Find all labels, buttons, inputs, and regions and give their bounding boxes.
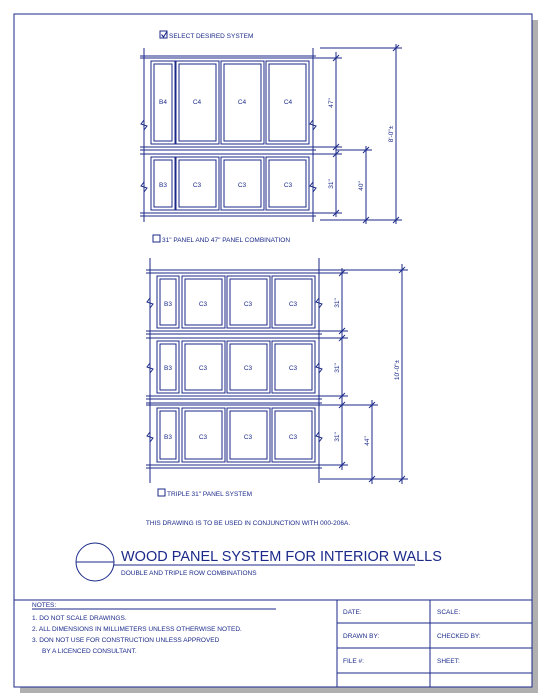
panel-label: C3 [283,182,293,189]
dimension-label: 31" [334,432,341,442]
notes-heading: NOTES: [32,602,57,609]
panel-label: C3 [192,182,202,189]
panel-label: C3 [243,301,253,308]
panel-label: C4 [192,99,202,106]
conjunction-note: THIS DRAWING IS TO BE USED IN CONJUNCTION WITH 000-206A. [145,520,351,527]
drawing-title: WOOD PANEL SYSTEM FOR INTERIOR WALLS [121,549,442,565]
dimension-label: 8'-0"± [388,125,395,143]
file-number-field: FILE #: [343,658,364,665]
note-item: 3. DON NOT USE FOR CONSTRUCTION UNLESS APPROVED [32,637,220,644]
drawing-subtitle: DOUBLE AND TRIPLE ROW COMBINATIONS [121,570,257,577]
panel-label: C3 [243,365,253,372]
panel-label: C3 [237,182,247,189]
panel-label: B4 [159,99,167,106]
panel-label: C4 [237,99,247,106]
dimension-label: 44" [364,436,371,446]
panel-label: B3 [164,434,172,441]
dimension-label: 10'-0"± [394,359,401,381]
option-label: TRIPLE 31" PANEL SYSTEM [167,491,253,498]
panel-label: B3 [164,301,172,308]
scale-field: SCALE: [437,609,461,616]
checked-by-field: CHECKED BY: [437,633,481,640]
dimension-label: 31" [334,298,341,308]
note-item: 1. DO NOT SCALE DRAWINGS. [32,615,127,622]
option-label: 31" PANEL AND 47" PANEL COMBINATION [162,237,291,244]
sheet-border [14,14,532,687]
panel-label: B3 [159,182,167,189]
panel-label: C3 [288,365,298,372]
panel-label: C3 [243,434,253,441]
panel-label: C3 [288,434,298,441]
panel-label: B3 [164,365,172,372]
panel-label: C3 [198,301,208,308]
panel-label: C4 [283,99,293,106]
select-label: SELECT DESIRED SYSTEM [169,33,254,40]
note-item: 2. ALL DIMENSIONS IN MILLIMETERS UNLESS OTHERWISE NOTED. [32,626,242,633]
panel-label: C3 [288,301,298,308]
sheet-field: SHEET: [437,658,460,665]
dimension-label: 31" [334,363,341,373]
dimension-label: 47" [328,98,335,108]
note-item: BY A LICENCED CONSULTANT. [42,648,137,655]
drawn-by-field: DRAWN BY: [343,633,380,640]
dimension-label: 40" [358,181,365,191]
date-field: DATE: [343,609,362,616]
panel-label: C3 [198,365,208,372]
panel-label: C3 [198,434,208,441]
dimension-label: 31" [328,179,335,189]
